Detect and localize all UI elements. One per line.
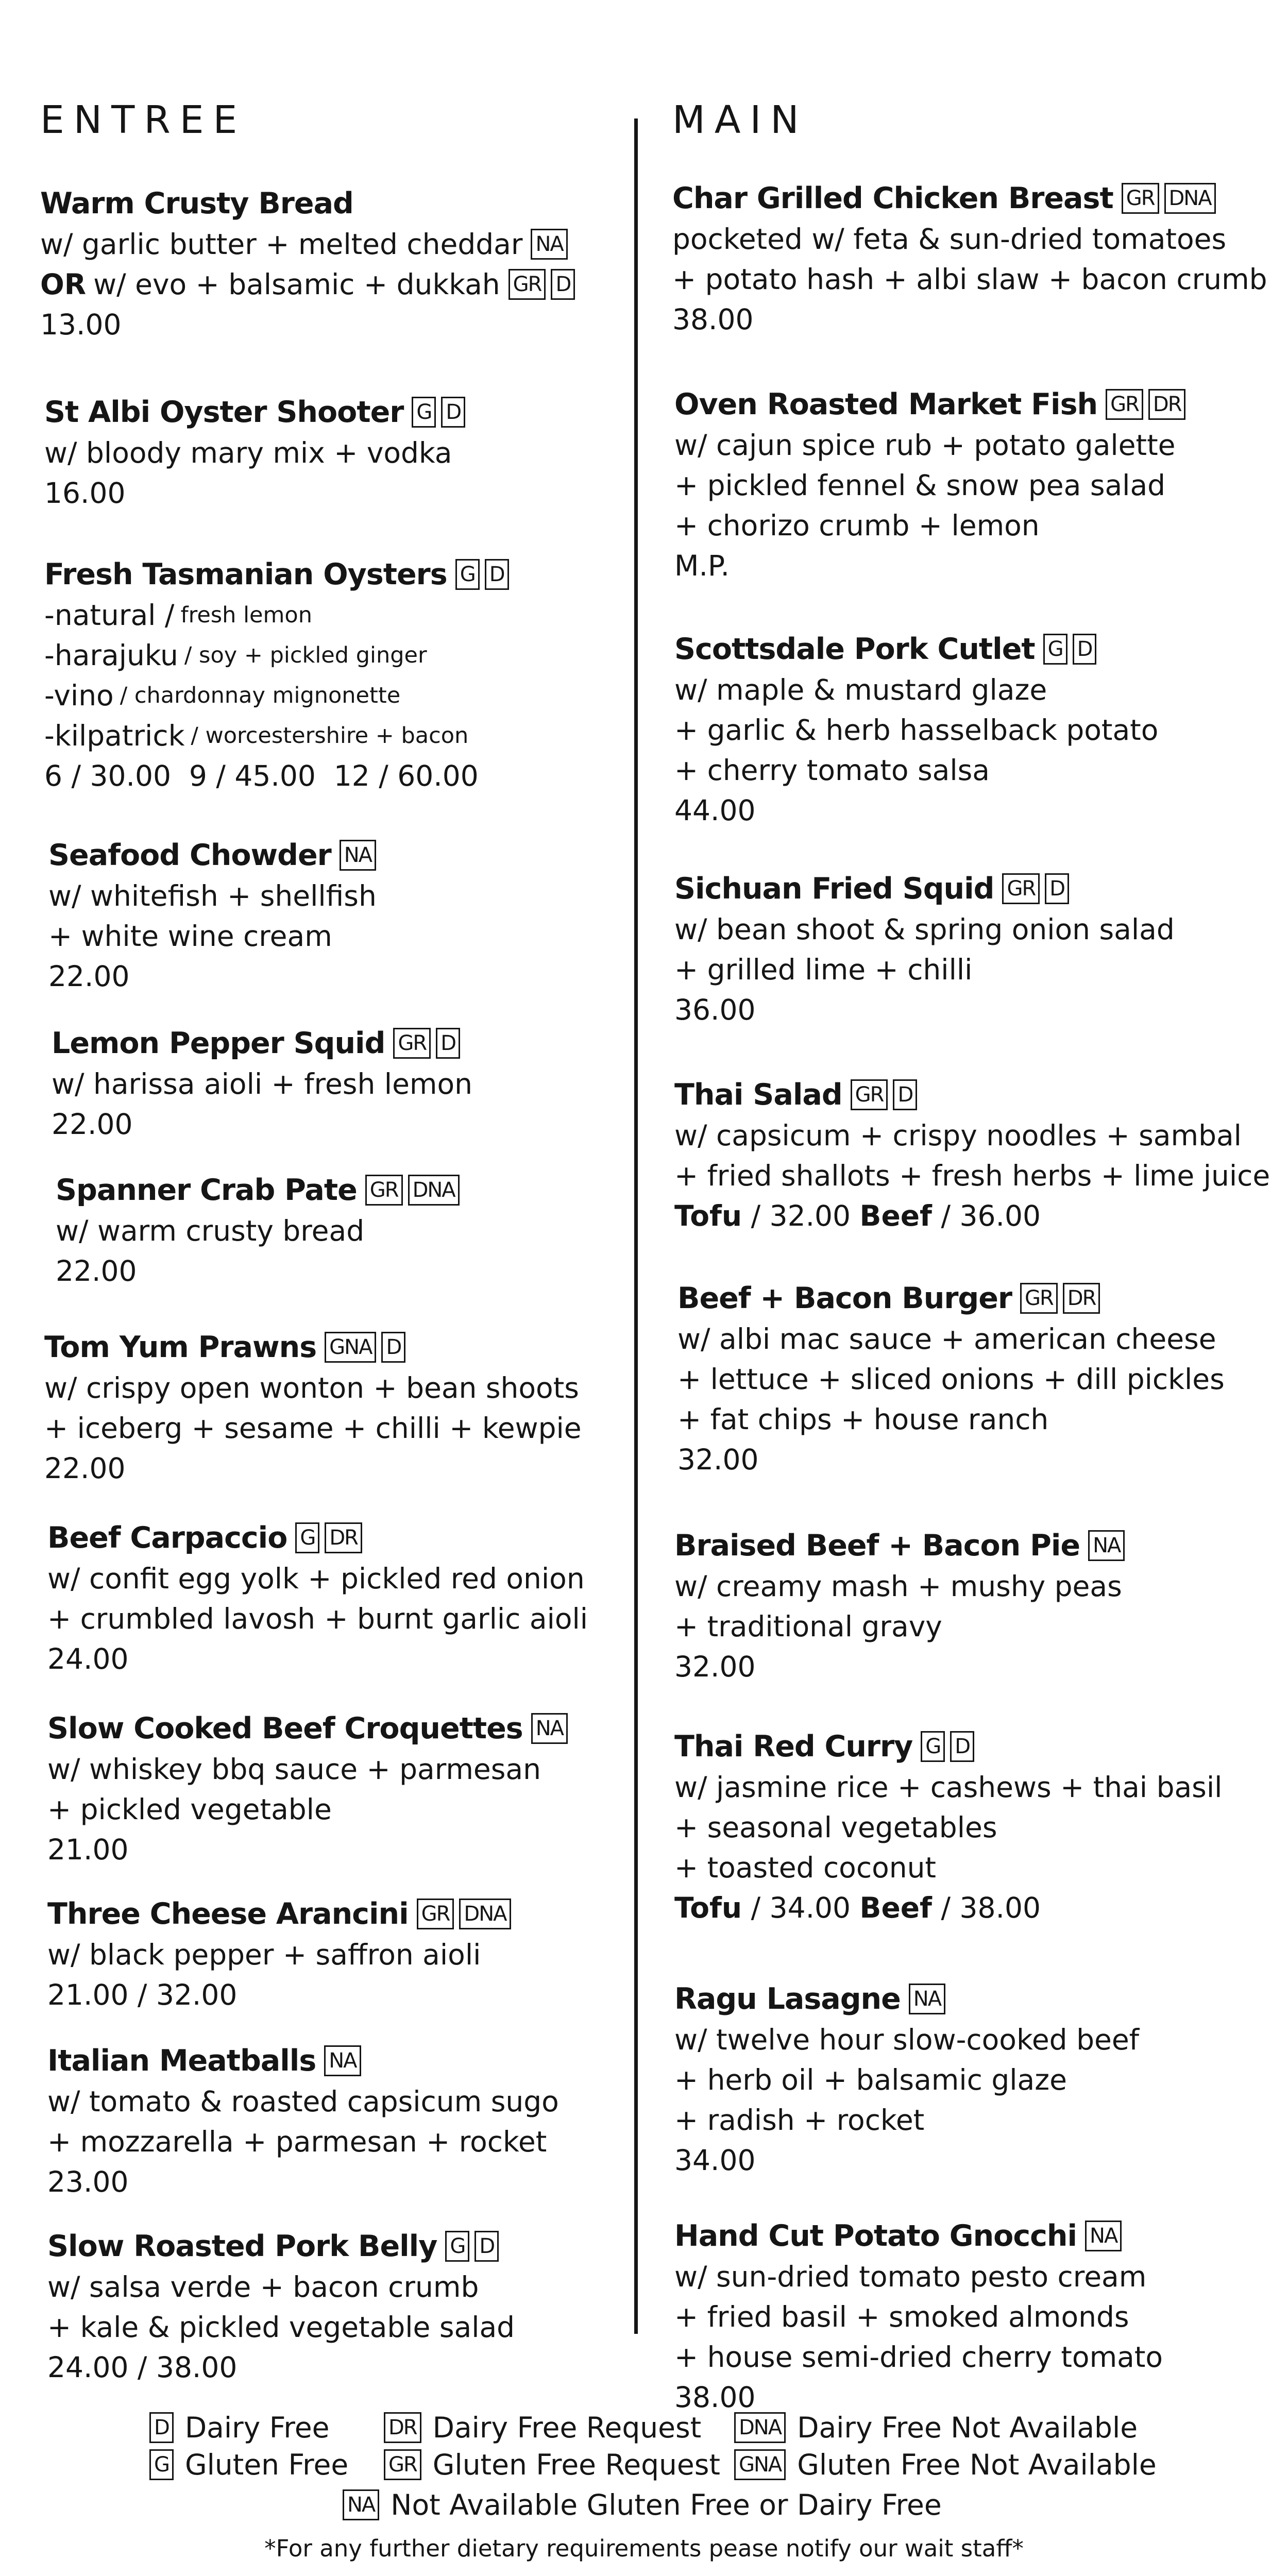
dietary-tag-gr: GR (393, 1028, 431, 1059)
menu-item-description (674, 505, 1191, 546)
description-text: + mozzarella + parmesan + rocket (47, 2125, 547, 2158)
legend-tag-dna: DNA (734, 2412, 786, 2443)
menu-item-price: 16.00 (44, 477, 126, 510)
menu-item-name-row (674, 1074, 1270, 1115)
legend-entry (734, 2448, 1157, 2481)
dietary-tags (325, 1332, 411, 1363)
description-text: + house semi-dried cherry tomato (674, 2341, 1163, 2374)
dietary-tag-d: D (551, 269, 575, 300)
menu-item-name: Thai Red Curry (674, 1730, 913, 1764)
description-text: + potato hash + albi slaw + bacon crumb (672, 263, 1267, 296)
menu-item-description (677, 1359, 1225, 1399)
price-variant-value: / 36.00 (932, 1199, 1041, 1232)
menu-item-price: 6 / 30.00 9 / 45.00 12 / 60.00 (44, 759, 479, 792)
or-label: OR (40, 268, 87, 301)
menu-item-description (44, 635, 514, 675)
dietary-tags (531, 229, 572, 260)
description-text: w/ garlic butter + melted cheddar (40, 228, 523, 261)
description-text: + fried shallots + fresh herbs + lime juice (674, 1159, 1270, 1192)
menu-item-price (674, 1888, 1222, 1928)
dietary-tag-gr: GR (1106, 389, 1143, 420)
description-text: w/ black pepper + saffron aioli (47, 1938, 481, 1971)
footnote: *For any further dietary requirements pease notify our wait staff* (264, 2535, 1024, 2562)
legend-entry (149, 2411, 330, 2444)
menu-item-description (47, 2267, 515, 2307)
menu-item-name-row (674, 629, 1158, 670)
menu-item-description (40, 224, 580, 264)
legend-label: Gluten Free Request (432, 2448, 720, 2481)
menu-item-name: Sichuan Fried Squid (674, 872, 994, 906)
dietary-tags (324, 2045, 366, 2076)
menu-item-description (674, 1606, 1130, 1647)
menu-item-price: 23.00 (47, 2165, 129, 2198)
menu-item-name: Seafood Chowder (48, 838, 331, 872)
menu-item-description (674, 1767, 1222, 1807)
menu-item-description (672, 259, 1267, 299)
menu-item-description (677, 1399, 1225, 1439)
menu-item-description (48, 876, 381, 916)
menu-item-description (44, 716, 514, 756)
menu-item-name: Thai Salad (674, 1078, 842, 1112)
description-text: w/ bean shoot & spring onion salad (674, 913, 1175, 946)
menu-item-price: 22.00 (44, 1452, 126, 1485)
menu-item-description (47, 2122, 559, 2162)
menu-item-description (56, 1211, 465, 1251)
menu-item-description (47, 1935, 516, 1975)
dietary-tag-na: NA (1085, 2221, 1122, 2251)
dietary-tag-na: NA (1088, 1530, 1125, 1561)
dietary-tags (417, 1899, 516, 1929)
menu-item-name: Three Cheese Arancini (47, 1897, 409, 1931)
description-detail: / worcestershire + bacon (191, 723, 469, 749)
menu-item-description (44, 595, 514, 635)
menu-item-description (672, 219, 1267, 259)
menu-item-name-row (47, 1893, 516, 1935)
legend-label: Not Available Gluten Free or Dairy Free (391, 2488, 942, 2521)
dietary-tags (1085, 2221, 1127, 2251)
menu-item-name-row (56, 1170, 465, 1211)
menu-item-name-row (674, 384, 1191, 425)
menu-item-name: Beef Carpaccio (47, 1521, 287, 1555)
dietary-tags (365, 1175, 465, 1206)
legend-entry (734, 2411, 1138, 2444)
menu-item-description (674, 1848, 1222, 1888)
description-text: w/ whiskey bbq sauce + parmesan (47, 1753, 541, 1786)
description-detail: fresh lemon (180, 602, 312, 628)
dietary-tags (851, 1079, 923, 1110)
dietary-tag-g: G (921, 1731, 945, 1762)
menu-item-description (44, 1368, 582, 1408)
legend-tag-dr: DR (384, 2412, 421, 2443)
menu-item (672, 178, 1267, 340)
dietary-tag-d: D (436, 1028, 460, 1059)
menu-item-description (47, 1749, 573, 1789)
dietary-tags (393, 1028, 465, 1059)
menu-item-description (674, 1156, 1270, 1196)
menu-item-name: Hand Cut Potato Gnocchi (674, 2219, 1077, 2253)
legend-tag-d: D (149, 2412, 174, 2443)
description-detail: / chardonnay mignonette (120, 683, 401, 708)
menu-item-description (674, 750, 1158, 790)
menu-item-name-row (674, 1726, 1222, 1767)
dietary-tag-na: NA (324, 2045, 361, 2076)
main-title: MAIN (672, 98, 808, 142)
description-text: pocketed w/ feta & sun-dried tomatoes (672, 223, 1227, 256)
menu-item-price (674, 1196, 1270, 1236)
menu-item-name: Fresh Tasmanian Oysters (44, 557, 447, 591)
dietary-tag-g: G (295, 1522, 319, 1553)
dietary-tag-na: NA (531, 1713, 568, 1744)
dietary-tags (531, 1713, 573, 1744)
menu-item (674, 384, 1191, 586)
description-text: w/ warm crusty bread (56, 1214, 365, 1247)
menu-item-description (674, 670, 1158, 710)
menu-item-name-row (44, 392, 470, 433)
menu-item-description (47, 1599, 588, 1639)
legend-tag-gr: GR (384, 2449, 421, 2480)
menu-item (47, 2226, 515, 2387)
description-text: + pickled vegetable (47, 1793, 332, 1826)
description-text: w/ evo + balsamic + dukkah (93, 268, 500, 301)
menu-item-description (674, 2297, 1163, 2337)
description-text: + chorizo crumb + lemon (674, 509, 1040, 542)
menu-item-name: Scottsdale Pork Cutlet (674, 632, 1035, 666)
menu-item-price: 21.00 (47, 1833, 129, 1866)
menu-item-description (47, 2081, 559, 2122)
dietary-tag-g: G (412, 397, 436, 428)
menu-item-name-row (674, 2215, 1163, 2257)
menu-item-name-row (44, 1327, 582, 1368)
menu-item-name-row (48, 835, 381, 876)
legend-tag-na: NA (343, 2489, 379, 2520)
dietary-tags (921, 1731, 979, 1762)
menu-item-description (40, 264, 580, 304)
dietary-tag-d: D (1073, 634, 1097, 665)
menu-item-description (44, 675, 514, 716)
menu-item-description (674, 1566, 1130, 1606)
menu-item-description (44, 1408, 582, 1448)
description-text: w/ harissa aioli + fresh lemon (52, 1067, 472, 1100)
legend-entry (384, 2448, 720, 2481)
description-text: w/ bloody mary mix + vodka (44, 436, 452, 469)
menu-item-name: Spanner Crab Pate (56, 1173, 357, 1207)
menu-item-name: St Albi Oyster Shooter (44, 395, 404, 429)
menu-item-description (674, 2060, 1139, 2100)
dietary-tag-gr: GR (509, 269, 546, 300)
dietary-tag-dr: DR (1148, 389, 1186, 420)
dietary-tag-na: NA (909, 1984, 945, 2014)
description-text: + traditional gravy (674, 1610, 942, 1643)
entree-title: ENTREE (40, 98, 247, 142)
dietary-tag-d: D (485, 559, 509, 590)
description-text: + herb oil + balsamic glaze (674, 2063, 1067, 2096)
menu-item-price: 38.00 (674, 2381, 756, 2414)
price-variant-value: / 38.00 (932, 1891, 1041, 1924)
menu-item-price: 22.00 (52, 1108, 133, 1141)
menu-item-name-row (40, 183, 580, 224)
menu-item-name-row (47, 1708, 573, 1749)
description-text: w/ albi mac sauce + american cheese (677, 1323, 1216, 1355)
menu-item-description (47, 1558, 588, 1599)
description-text: -harajuku (44, 639, 178, 672)
dietary-tags (445, 2231, 504, 2262)
menu-item (44, 392, 470, 513)
menu-item (674, 1726, 1222, 1928)
menu-item-name: Lemon Pepper Squid (52, 1026, 385, 1060)
dietary-tag-dr: DR (1063, 1283, 1100, 1314)
menu-item-price: 44.00 (674, 794, 756, 827)
menu-item-description (674, 710, 1158, 750)
description-text: + lettuce + sliced onions + dill pickles (677, 1363, 1225, 1396)
menu-item-name-row (47, 2040, 559, 2081)
legend-tag-gna: GNA (734, 2449, 786, 2480)
price-variant-label: Beef (859, 1199, 932, 1232)
description-text: -natural / (44, 599, 175, 632)
menu-item-price: 22.00 (48, 960, 130, 993)
menu-item (56, 1170, 465, 1291)
description-text: + crumbled lavosh + burnt garlic aioli (47, 1602, 588, 1635)
menu-item-description (47, 1789, 573, 1829)
menu-item (48, 835, 381, 996)
dietary-tags (295, 1522, 367, 1553)
dietary-tags (1088, 1530, 1130, 1561)
menu-item-price: 22.00 (56, 1255, 137, 1287)
dietary-tags (340, 840, 381, 871)
menu-item (677, 1278, 1225, 1480)
legend-entry (343, 2488, 942, 2521)
menu-item-name-row (677, 1278, 1225, 1319)
price-variant-label: Tofu (674, 1199, 742, 1232)
description-text: w/ tomato & roasted capsicum sugo (47, 2085, 559, 2118)
description-text: + iceberg + sesame + chilli + kewpie (44, 1412, 582, 1445)
description-text: w/ crispy open wonton + bean shoots (44, 1371, 579, 1404)
price-variant-value: / 32.00 (742, 1199, 860, 1232)
menu-item-description (674, 2337, 1163, 2377)
description-text: w/ sun-dried tomato pesto cream (674, 2260, 1147, 2293)
menu-item-name-row (674, 868, 1175, 909)
menu-item-description (674, 1807, 1222, 1848)
description-detail: / soy + pickled ginger (184, 642, 427, 668)
description-text: -vino (44, 679, 114, 712)
menu-item-name-row (672, 178, 1267, 219)
dietary-tag-na: NA (340, 840, 376, 871)
menu-item-price: 32.00 (677, 1443, 759, 1476)
menu-item-description (677, 1319, 1225, 1359)
menu-item-price: 32.00 (674, 1650, 756, 1683)
dietary-tags (909, 1984, 951, 2014)
dietary-tag-d: D (893, 1079, 917, 1110)
menu-item-price: 38.00 (672, 303, 754, 336)
description-text: w/ whitefish + shellfish (48, 879, 377, 912)
menu-item-description (52, 1064, 472, 1104)
menu-item-name-row (52, 1023, 472, 1064)
dietary-tag-dr: DR (325, 1522, 362, 1553)
menu-item-name: Italian Meatballs (47, 2044, 316, 2078)
dietary-tag-gr: GR (851, 1079, 888, 1110)
menu-item-description (674, 2100, 1139, 2140)
dietary-tag-gr: GR (1002, 873, 1040, 904)
menu-item (674, 1978, 1139, 2180)
menu-item-description (674, 2020, 1139, 2060)
menu-item (674, 868, 1175, 1030)
menu-item (40, 183, 580, 345)
description-text: + seasonal vegetables (674, 1811, 997, 1844)
legend-entry (384, 2411, 701, 2444)
dietary-tags (1043, 634, 1102, 665)
dietary-tag-gna: GNA (325, 1332, 376, 1363)
menu-item (47, 2040, 559, 2202)
description-text: + grilled lime + chilli (674, 953, 973, 986)
menu-item-name: Tom Yum Prawns (44, 1330, 317, 1364)
menu-item-description (674, 950, 1175, 990)
menu-item-description (44, 433, 470, 473)
description-text: w/ twelve hour slow-cooked beef (674, 2023, 1140, 2056)
legend-label: Dairy Free Request (432, 2411, 702, 2444)
description-text: w/ maple & mustard glaze (674, 673, 1047, 706)
menu-item-description (674, 909, 1175, 950)
menu-item (47, 1708, 573, 1870)
dietary-tag-d: D (441, 397, 465, 428)
description-text: + radish + rocket (674, 2104, 925, 2137)
menu-item-price: 36.00 (674, 993, 756, 1026)
menu-item (44, 1327, 582, 1488)
dietary-tag-gr: GR (365, 1175, 403, 1206)
menu-item-description (674, 465, 1191, 505)
dietary-tag-gr: GR (1122, 183, 1159, 214)
dietary-tag-g: G (455, 559, 480, 590)
menu-item-price: 24.00 (47, 1642, 129, 1675)
description-text: + pickled fennel & snow pea salad (674, 469, 1166, 502)
description-text: + white wine cream (48, 920, 332, 953)
description-text: w/ salsa verde + bacon crumb (47, 2270, 479, 2303)
dietary-tags (455, 559, 514, 590)
description-text: + cherry tomato salsa (674, 754, 990, 787)
dietary-tags (1020, 1283, 1105, 1314)
menu-item-description (674, 425, 1191, 465)
menu-item-description (47, 2307, 515, 2347)
price-variant-label: Beef (859, 1891, 932, 1924)
menu-item-name: Ragu Lasagne (674, 1982, 901, 2016)
dietary-tag-gr: GR (417, 1899, 454, 1929)
dietary-tag-dna: DNA (408, 1175, 460, 1206)
menu-item (674, 1525, 1130, 1687)
description-text: w/ jasmine rice + cashews + thai basil (674, 1771, 1223, 1804)
dietary-tag-d: D (381, 1332, 405, 1363)
legend-label: Dairy Free Not Available (797, 2411, 1138, 2444)
menu-item-price: 24.00 / 38.00 (47, 2351, 238, 2384)
dietary-tags (412, 397, 470, 428)
menu-item-name: Oven Roasted Market Fish (674, 387, 1098, 421)
menu-item-name-row (674, 1525, 1130, 1566)
dietary-tag-dna: DNA (459, 1899, 511, 1929)
menu-item-description (48, 916, 381, 956)
menu-item (674, 2215, 1163, 2417)
description-text: w/ cajun spice rub + potato galette (674, 429, 1176, 462)
menu-item-name-row (674, 1978, 1139, 2020)
menu-item-price: 21.00 / 32.00 (47, 1978, 238, 2011)
description-text: w/ creamy mash + mushy peas (674, 1570, 1122, 1603)
menu-item-price: 13.00 (40, 308, 122, 341)
menu-item-name-row (47, 1517, 588, 1558)
menu-item-description (674, 2257, 1163, 2297)
dietary-tag-g: G (1043, 634, 1067, 665)
dietary-tags (1002, 873, 1074, 904)
menu-item (674, 1074, 1270, 1236)
menu-item (674, 629, 1158, 831)
dietary-tag-g: G (445, 2231, 469, 2262)
menu-item-price: 34.00 (674, 2144, 756, 2177)
dietary-tag-na: NA (531, 229, 567, 260)
dietary-tag-d: D (474, 2231, 499, 2262)
menu-item (44, 554, 514, 796)
menu-item-name-row (44, 554, 514, 595)
menu-item-name: Warm Crusty Bread (40, 187, 353, 221)
legend-label: Gluten Free Not Available (797, 2448, 1157, 2481)
menu-item-name: Char Grilled Chicken Breast (672, 181, 1113, 215)
menu-item-name: Braised Beef + Bacon Pie (674, 1529, 1080, 1563)
description-text: + kale & pickled vegetable salad (47, 2311, 515, 2344)
price-variant-label: Tofu (674, 1891, 742, 1924)
dietary-tags (1106, 389, 1191, 420)
description-text: w/ capsicum + crispy noodles + sambal (674, 1119, 1242, 1152)
dietary-tags (509, 269, 581, 300)
description-text: + fat chips + house ranch (677, 1403, 1049, 1436)
dietary-tags (1122, 183, 1221, 214)
legend-label: Gluten Free (185, 2448, 349, 2481)
menu-item-name-row (47, 2226, 515, 2267)
menu-item (47, 1517, 588, 1679)
legend-tag-g: G (149, 2449, 174, 2480)
menu-item-description (674, 1115, 1270, 1156)
description-text: + fried basil + smoked almonds (674, 2300, 1129, 2333)
description-text: -kilpatrick (44, 719, 185, 752)
menu-item-price: M.P. (674, 549, 730, 582)
description-text: + garlic & herb hasselback potato (674, 714, 1159, 747)
dietary-tag-dna: DNA (1164, 183, 1216, 214)
menu-item-name: Slow Roasted Pork Belly (47, 2229, 437, 2263)
legend-label: Dairy Free (184, 2411, 330, 2444)
menu-item (52, 1023, 472, 1144)
dietary-tag-gr: GR (1020, 1283, 1058, 1314)
dietary-tag-d: D (1045, 873, 1069, 904)
description-text: w/ confit egg yolk + pickled red onion (47, 1562, 585, 1595)
legend-entry (149, 2448, 348, 2481)
menu-item (47, 1893, 516, 2015)
dietary-tag-d: D (950, 1731, 974, 1762)
menu-item-name: Beef + Bacon Burger (677, 1281, 1012, 1315)
price-variant-value: / 34.00 (742, 1891, 860, 1924)
menu-item-name: Slow Cooked Beef Croquettes (47, 1711, 523, 1745)
column-divider (634, 118, 638, 2334)
description-text: + toasted coconut (674, 1851, 936, 1884)
